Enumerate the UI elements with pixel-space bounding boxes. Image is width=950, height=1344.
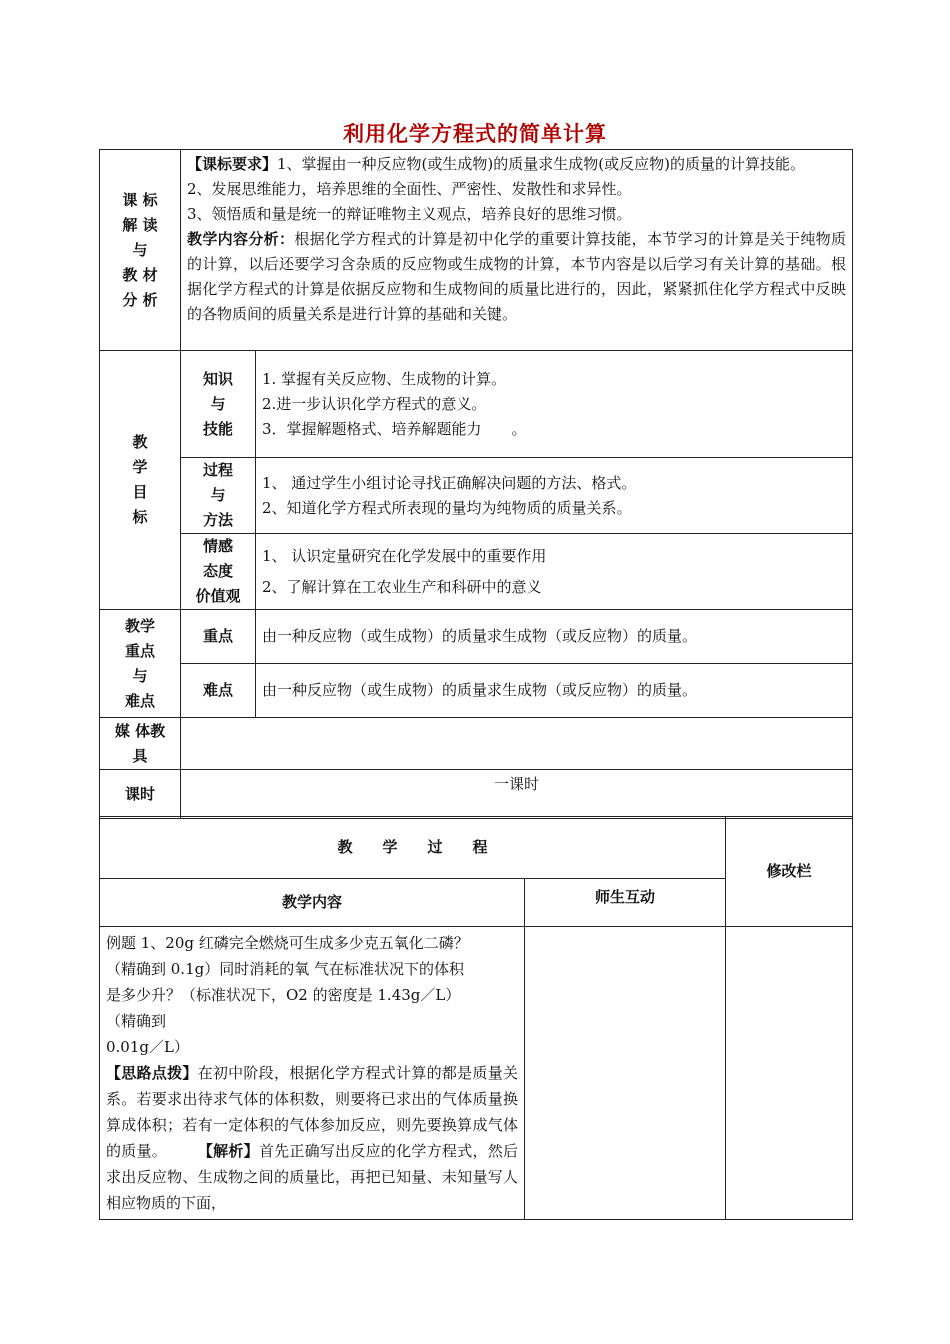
lesson-plan-table (99, 149, 853, 819)
standards-content: 【课标要求】1、掌握由一种反应物(或生成物)的质量求生成物(或反应物)的质量的计算技能。 2、发展思维能力，培养思维的全面性、严密性、发散性和求异性。 3、领悟质和量是统一的辩证唯物主义观点，培养良好的思维习惯。 教学内容分析：根据化学方程式的计算是初中化学的重要计算技能，本节学习的计算是关于纯物质的计算，以后还要学习含杂质的反应物或生成物的计算，本节内容是以后学习有关计算的基础。根据化学方程式的计算是依据反应物和生成物间的质量比进行的，因此，紧紧抓住化学方程式中反映的各物质间的质量关系是进行计算的基础和关键。 (181, 150, 853, 351)
process-label: 过程 与 方法 (181, 458, 256, 534)
standards-row (100, 150, 853, 351)
goal-emotion-row (100, 534, 853, 610)
process-items: 1、 通过学生小组讨论寻找正确解决问题的方法、格式。 2、知道化学方程式所表现的量均为纯物质的质量关系。 (256, 458, 853, 534)
knowledge-label: 知识 与 技能 (181, 351, 256, 458)
goal-process-row (100, 458, 853, 534)
interaction-label: 师生互动 (525, 879, 726, 927)
period-label: 课时 (100, 770, 181, 819)
revision-cell (726, 927, 853, 1220)
media-text (181, 718, 853, 770)
page-title: 利用化学方程式的简单计算 (343, 122, 607, 146)
teaching-process-table (99, 816, 853, 1220)
difficulty-row (100, 664, 853, 718)
difficulty-label: 难点 (181, 664, 256, 718)
content-label: 教学内容 (100, 879, 525, 927)
example-row (100, 927, 853, 1220)
focus-text: 由一种反应物（或生成物）的质量求生成物（或反应物）的质量。 (256, 610, 853, 664)
media-label: 媒 体教 具 (100, 718, 181, 770)
goal-knowledge-row (100, 351, 853, 458)
emotion-items: 1、 认识定量研究在化学发展中的重要作用 2、了解计算在工农业生产和科研中的意义 (256, 534, 853, 610)
period-text: 一课时 (181, 770, 853, 819)
revision-label: 修改栏 (726, 817, 853, 927)
key-label: 教学 重点 与 难点 (100, 610, 181, 718)
media-row (100, 718, 853, 770)
process-header: 教 学 过 程 (100, 817, 726, 879)
goals-label: 教 学 目 标 (100, 351, 181, 610)
focus-row (100, 610, 853, 664)
process-header-row (100, 817, 853, 879)
difficulty-text: 由一种反应物（或生成物）的质量求生成物（或反应物）的质量。 (256, 664, 853, 718)
period-row (100, 770, 853, 819)
focus-label: 重点 (181, 610, 256, 664)
example-content: 例题 1、20g 红磷完全燃烧可生成多少克五氧化二磷？ （精确到 0.1g）同时消耗的氧 气在标准状况下的体积 是多少升？（标准状况下，O2 的密度是 1.43g／L） （精确到 0.01g／L） 【思路点拨】在初中阶段，根据化学方程式计算的都是质量关系。若要求出待求气体的体积数，则要将已求出的气体质量换算成体积；若有一定体积的气体参加反应，则先要换算成气体的质量。 【解析】首先正确写出反应的化学方程式，然后求出反应物、生成物之间的质量比，再把已知量、未知量写人相应物质的下面， (100, 927, 525, 1220)
emotion-label: 情感 态度 价值观 (181, 534, 256, 610)
knowledge-items: 1. 掌握有关反应物、生成物的计算。 2.进一步认识化学方程式的意义。 3．掌握解题格式、培养解题能力 。 (256, 351, 853, 458)
interaction-cell (525, 927, 726, 1220)
standards-label: 课 标 解 读 与 教 材 分 析 (100, 150, 181, 351)
